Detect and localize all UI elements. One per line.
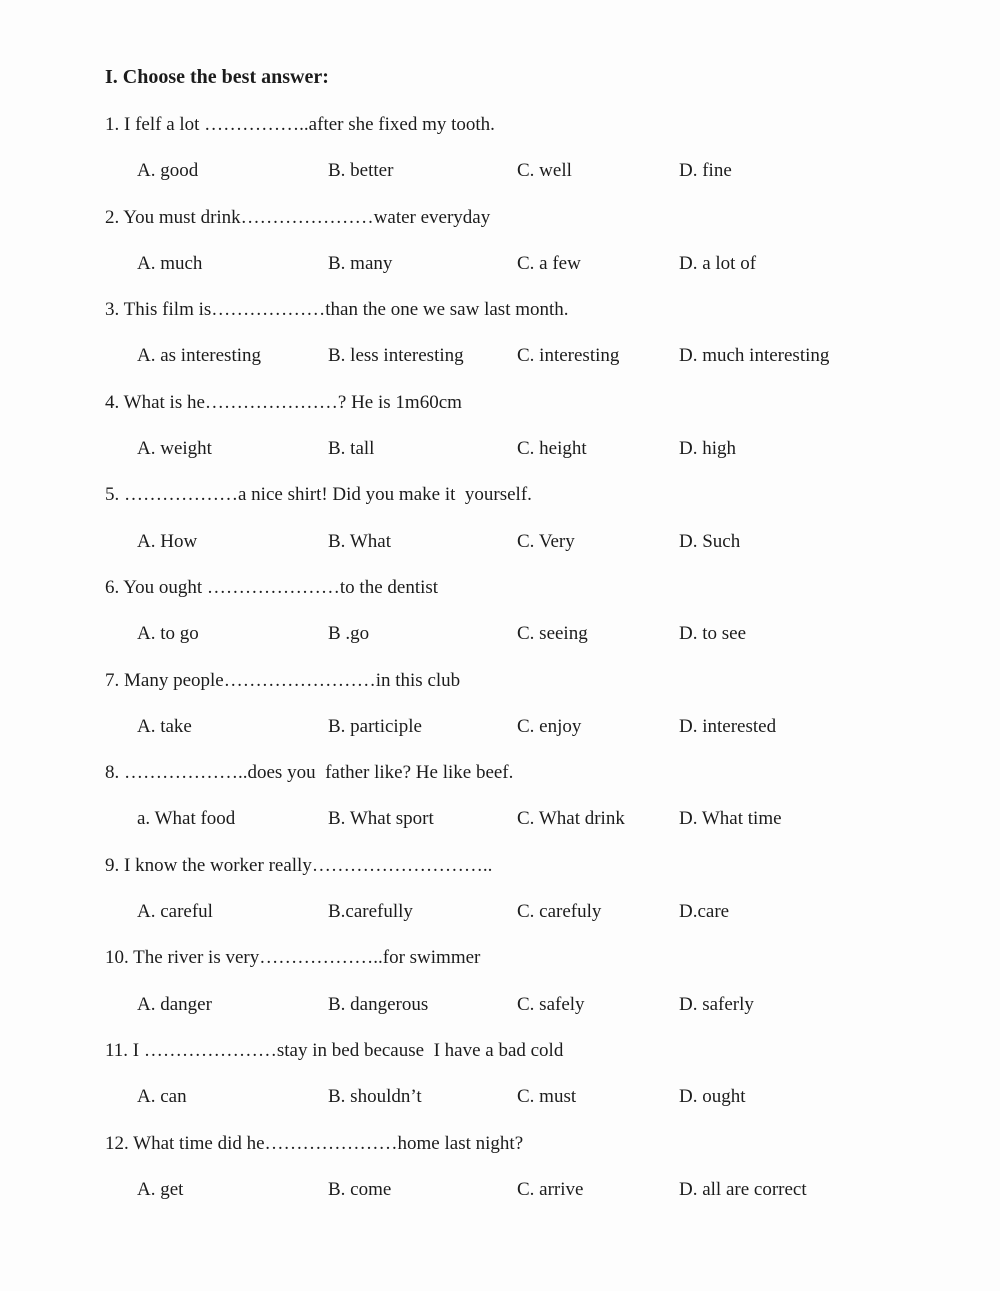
- option-d: D. to see: [679, 623, 747, 645]
- option-c: C. What drink: [517, 808, 625, 830]
- option-a: A. danger: [137, 993, 212, 1015]
- option-c: C. seeing: [517, 623, 588, 645]
- option-a: A. weight: [137, 438, 212, 460]
- option-b: B. many: [328, 252, 393, 274]
- option-c: C. well: [517, 160, 572, 182]
- option-a: A. take: [137, 715, 192, 737]
- options-row: [105, 159, 960, 205]
- option-a: A. to go: [137, 623, 199, 645]
- option-d: D. high: [679, 438, 736, 460]
- question-text: 7. Many people……………………in this club: [105, 669, 461, 691]
- option-c: C. safely: [517, 993, 585, 1015]
- options-row: [105, 900, 960, 946]
- questions: [105, 113, 960, 1224]
- question-text: 8. ………………..does you father like? He like beef.: [105, 762, 514, 784]
- question-text: 1. I felf a lot ……………..after she fixed my tooth.: [105, 114, 495, 135]
- question-text: 11. I …………………stay in bed because I have a bad cold: [105, 1039, 564, 1061]
- option-c: C. must: [517, 1086, 577, 1108]
- option-c: C. a few: [517, 252, 581, 274]
- option-a: A. How: [137, 530, 198, 552]
- options-row: [105, 344, 960, 390]
- option-a: A. as interesting: [137, 345, 262, 367]
- option-a: a. What food: [137, 808, 236, 830]
- question-text: 10. The river is very………………..for swimmer: [105, 947, 481, 969]
- option-d: D. What time: [679, 808, 782, 830]
- option-a: A. good: [137, 160, 199, 182]
- option-b: B. better: [328, 160, 394, 182]
- option-d: D. much interesting: [679, 345, 830, 367]
- question-text: 5. ………………a nice shirt! Did you make it yourself.: [105, 484, 532, 506]
- option-c: C. interesting: [517, 345, 620, 367]
- option-a: A. much: [137, 252, 203, 274]
- option-c: C. enjoy: [517, 715, 582, 737]
- options-row: [105, 1178, 960, 1224]
- option-b: B. shouldn’t: [328, 1086, 422, 1108]
- option-a: A. can: [137, 1086, 187, 1108]
- question-text: 4. What is he…………………? He is 1m60cm: [105, 391, 462, 413]
- option-a: A. get: [137, 1178, 184, 1200]
- option-b: B. tall: [328, 438, 375, 460]
- option-b: B. dangerous: [328, 993, 429, 1015]
- option-b: B. What sport: [328, 808, 434, 830]
- option-c: C. Very: [517, 530, 575, 552]
- option-b: B .go: [328, 623, 370, 645]
- option-c: C. height: [517, 438, 587, 460]
- question-text: 2. You must drink…………………water everyday: [105, 206, 491, 228]
- question-text: 6. You ought …………………to the dentist: [105, 576, 439, 598]
- option-d: D. saferly: [679, 993, 754, 1015]
- options-row: [105, 437, 960, 483]
- option-c: C. arrive: [517, 1178, 584, 1200]
- options-row: [105, 715, 960, 761]
- options-row: [105, 530, 960, 576]
- option-b: B.carefully: [328, 901, 413, 923]
- question-text: 3. This film is………………than the one we saw last month.: [105, 299, 569, 321]
- option-d: D. Such: [679, 530, 741, 552]
- option-b: B. What: [328, 530, 391, 552]
- option-d: D. interested: [679, 715, 777, 737]
- options-row: [105, 807, 960, 853]
- option-d: D. all are correct: [679, 1178, 807, 1200]
- option-a: A. careful: [137, 901, 213, 923]
- option-d: D. ought: [679, 1086, 746, 1108]
- section-heading: I. Choose the best answer:: [105, 66, 329, 88]
- options-row: [105, 993, 960, 1039]
- question-text: 12. What time did he…………………home last night?: [105, 1132, 524, 1154]
- option-b: B. come: [328, 1178, 392, 1200]
- option-b: B. less interesting: [328, 345, 464, 367]
- option-d: D. fine: [679, 160, 732, 182]
- option-d: D.care: [679, 901, 730, 923]
- options-row: [105, 1085, 960, 1131]
- question-text: 9. I know the worker really………………………..: [105, 854, 493, 876]
- option-d: D. a lot of: [679, 252, 757, 274]
- options-row: [105, 622, 960, 668]
- option-c: C. carefuly: [517, 901, 602, 923]
- option-b: B. participle: [328, 715, 422, 737]
- options-row: [105, 252, 960, 298]
